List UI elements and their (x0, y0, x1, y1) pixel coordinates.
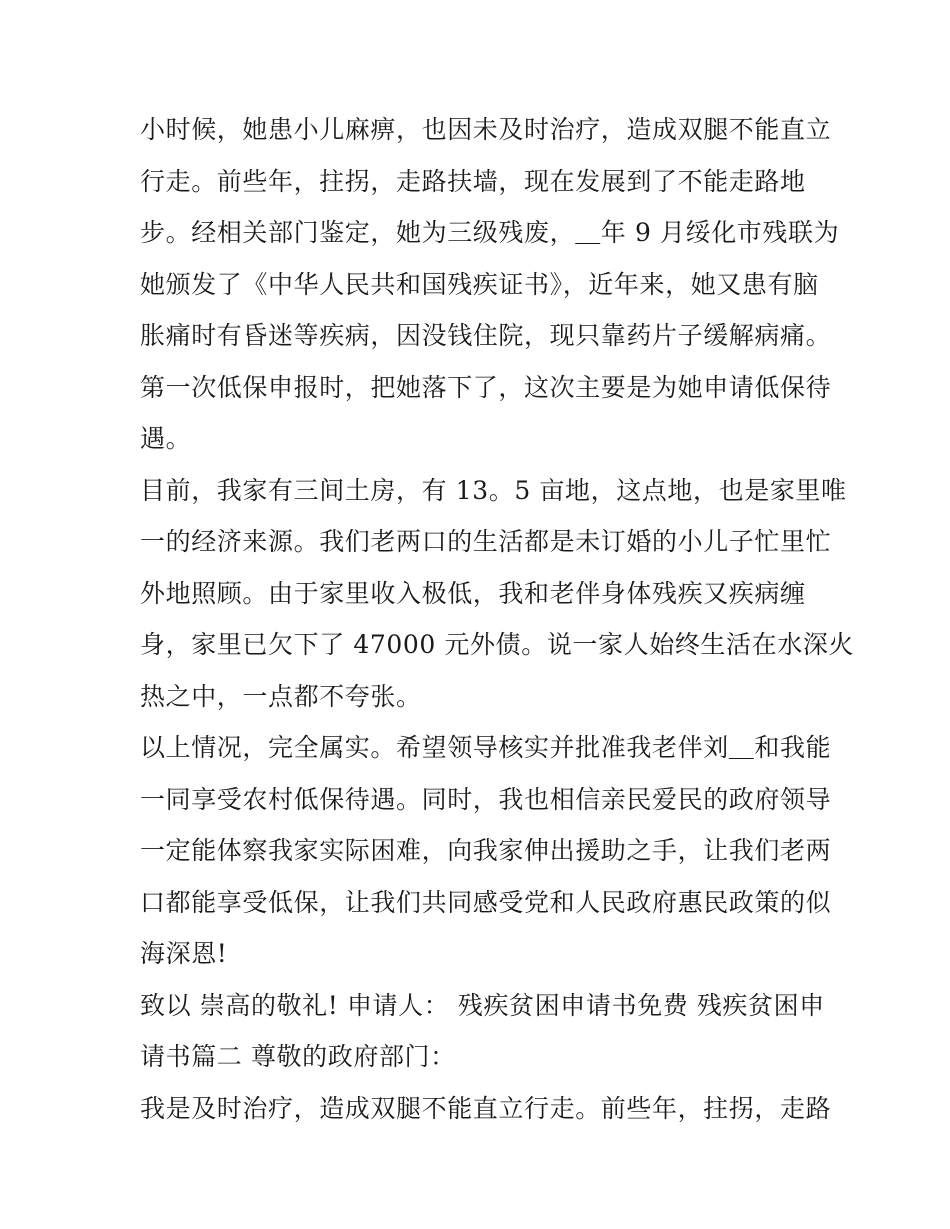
text-line: 第一次低保申报时，把她落下了，这次主要是为她申请低保待 (140, 372, 832, 402)
text-line: 请书篇二 尊敬的政府部门： (140, 1042, 456, 1071)
text-line: 口都能享受低保，让我们共同感受党和人民政府惠民政策的似 (140, 887, 832, 917)
text-line: 小时候，她患小儿麻痹，也因未及时治疗，造成双腿不能直立 (140, 115, 832, 144)
text-line: 目前，我家有三间土房，有 13。5 亩地，这点地，也是家里唯 (140, 475, 847, 505)
text-line: 我是及时治疗，造成双腿不能直立行走。前些年，拄拐，走路 (140, 1093, 832, 1123)
text-line: 遇。 (140, 424, 192, 453)
text-line: 以上情况，完全属实。希望领导核实并批准我老伴刘＿和我能 (140, 733, 832, 762)
text-line: 她颁发了《中华人民共和国残疾证书》，近年来，她又患有脑 (140, 269, 819, 299)
text-line: 一定能体察我家实际困难，向我家伸出援助之手，让我们老两 (140, 836, 832, 865)
text-line: 致以 崇高的敬礼! 申请人： 残疾贫困申请书免费 残疾贫困申 (140, 990, 825, 1020)
text-line: 一的经济来源。我们老两口的生活都是未订婚的小儿子忙里忙 (140, 527, 832, 556)
text-line: 胀痛时有昏迷等疾病，因没钱住院，现只靠药片子缓解病痛。 (140, 321, 832, 350)
text-line: 海深恩! (140, 939, 228, 968)
document-body (140, 104, 855, 1134)
text-line: 一同享受农村低保待遇。同时，我也相信亲民爱民的政府领导 (140, 784, 832, 814)
text-line: 外地照顾。由于家里收入极低，我和老伴身体残疾又疾病缠 (140, 578, 806, 608)
text-line: 步。经相关部门鉴定，她为三级残废，＿年 9 月绥化市残联为 (140, 218, 840, 247)
text-line: 身，家里已欠下了 47000 元外债。说一家人始终生活在水深火 (140, 630, 855, 659)
text-line: 行走。前些年，拄拐，走路扶墙，现在发展到了不能走路地 (140, 166, 806, 196)
text-line: 热之中，一点都不夸张。 (140, 681, 422, 711)
